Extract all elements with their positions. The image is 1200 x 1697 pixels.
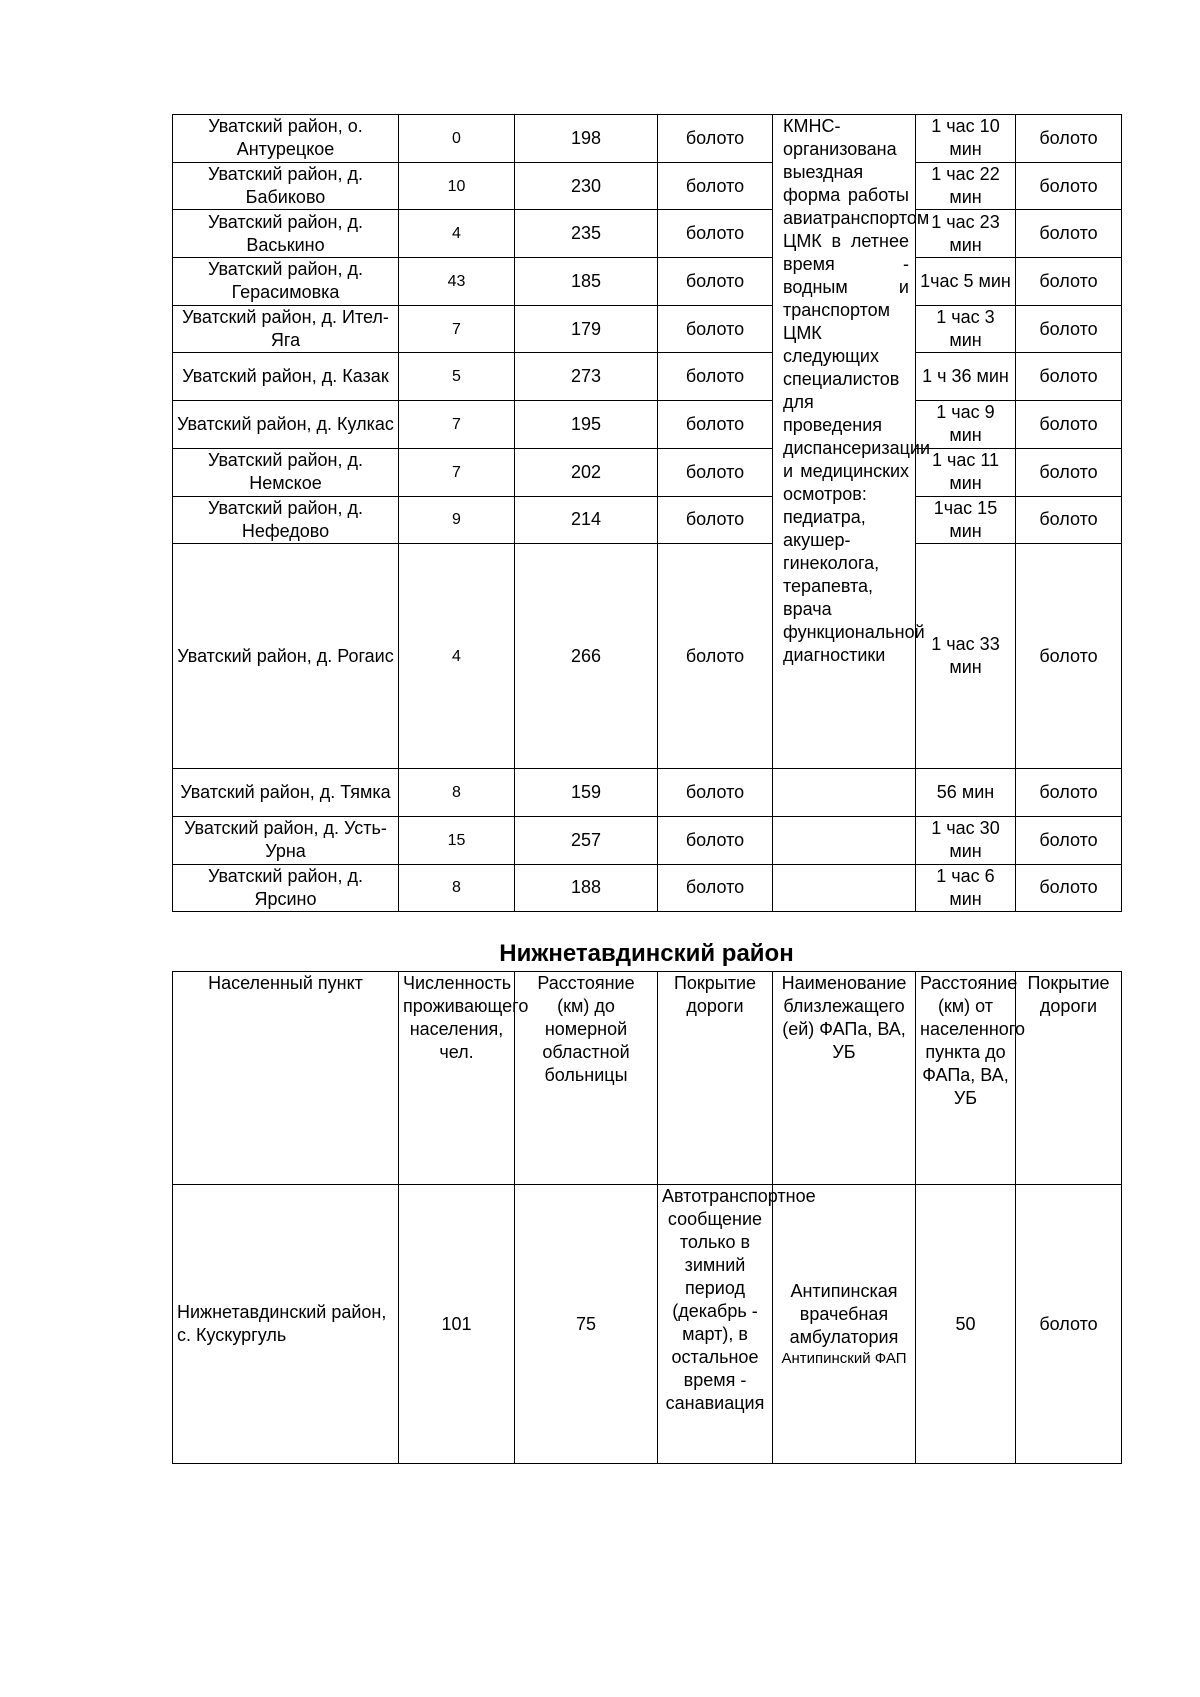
cell-population: 0	[399, 115, 515, 163]
table-row	[173, 258, 1122, 306]
cell-place: Уватский район, д. Немское	[173, 448, 399, 496]
cell-population: 4	[399, 210, 515, 258]
header-facility: Наименование близлежащего (ей) ФАПа, ВА, УБ	[773, 972, 916, 1185]
table-row	[173, 401, 1122, 449]
cell-road2: болото	[1016, 401, 1122, 449]
cell-place: Уватский район, д. Нефедово	[173, 496, 399, 544]
cell-place: Уватский район, д. Рогаис	[173, 544, 399, 769]
cell-road: болото	[658, 448, 773, 496]
cell-road2: болото	[1016, 544, 1122, 769]
cell-road: болото	[658, 496, 773, 544]
facility-main: Антипинская врачебная амбулатория	[789, 1280, 899, 1347]
facility-sub: Антипинский ФАП	[781, 1349, 907, 1367]
header-road2: Покрытие дороги	[1016, 972, 1122, 1185]
cell-distance: 179	[515, 305, 658, 353]
cell-time: 1 час 23 мин	[916, 210, 1016, 258]
cell-road2: болото	[1016, 448, 1122, 496]
table-row	[173, 1185, 1122, 1464]
header-facility-distance: Расстояние (км) от населенного пункта до ФАПа, ВА, УБ	[916, 972, 1016, 1185]
table-row	[173, 210, 1122, 258]
cell-road: болото	[658, 353, 773, 401]
cell-distance: 75	[515, 1185, 658, 1464]
cell-population: 43	[399, 258, 515, 306]
cell-road2: болото	[1016, 162, 1122, 210]
cell-place: Уватский район, о. Антурецкое	[173, 115, 399, 163]
table-row	[173, 162, 1122, 210]
table-row	[173, 769, 1122, 817]
cell-time: 1 час 3 мин	[916, 305, 1016, 353]
table-row	[173, 496, 1122, 544]
cell-place: Уватский район, д. Казак	[173, 353, 399, 401]
section-heading: Нижнетавдинский район	[499, 940, 794, 967]
header-population: Численность проживающего населения, чел.	[399, 972, 515, 1185]
cell-road: болото	[658, 769, 773, 817]
table-row	[173, 115, 1122, 163]
cell-distance: 273	[515, 353, 658, 401]
cell-time: 1 час 30 мин	[916, 816, 1016, 864]
cell-population: 8	[399, 769, 515, 817]
cell-time: 1 час 6 мин	[916, 864, 1016, 912]
cell-road: болото	[658, 544, 773, 769]
cell-population: 4	[399, 544, 515, 769]
cell-time: 1час 5 мин	[916, 258, 1016, 306]
cell-distance: 188	[515, 864, 658, 912]
cell-empty	[773, 864, 916, 912]
cell-place: Уватский район, д. Ярсино	[173, 864, 399, 912]
table-row	[173, 864, 1122, 912]
cell-distance: 230	[515, 162, 658, 210]
cell-road2: болото	[1016, 816, 1122, 864]
cell-population: 9	[399, 496, 515, 544]
cell-road: болото	[658, 305, 773, 353]
header-place: Населенный пункт	[173, 972, 399, 1185]
cell-population: 7	[399, 448, 515, 496]
table-row	[173, 544, 1122, 769]
cell-road: Автотранспортное сообщение только в зимний период (декабрь - март), в остальное время - санавиация	[658, 1185, 773, 1464]
cell-road2: болото	[1016, 353, 1122, 401]
nizhnetavdinsky-table	[172, 971, 1122, 1464]
cell-merged-note: КМНС- организована выездная форма работы авиатранспортом ЦМК в летнее время - водным и транспортом ЦМК следующих специалистов для проведения диспансеризации и медицинских осмотров: педиатра, акушер-гинеколога, терапевта, врача функциональной диагностики	[773, 115, 916, 769]
cell-facility-distance: 50	[916, 1185, 1016, 1464]
table-row	[173, 353, 1122, 401]
cell-time: 1 час 33 мин	[916, 544, 1016, 769]
cell-distance: 198	[515, 115, 658, 163]
cell-population: 10	[399, 162, 515, 210]
table-row	[173, 448, 1122, 496]
header-distance: Расстояние (км) до номерной областной больницы	[515, 972, 658, 1185]
cell-distance: 214	[515, 496, 658, 544]
cell-place: Уватский район, д. Тямка	[173, 769, 399, 817]
cell-place: Уватский район, д. Герасимовка	[173, 258, 399, 306]
cell-distance: 257	[515, 816, 658, 864]
cell-road: болото	[658, 816, 773, 864]
cell-road: болото	[658, 864, 773, 912]
cell-population: 101	[399, 1185, 515, 1464]
cell-distance: 195	[515, 401, 658, 449]
cell-time: 1 час 22 мин	[916, 162, 1016, 210]
cell-road2: болото	[1016, 210, 1122, 258]
cell-facility	[773, 1185, 916, 1464]
cell-road2: болото	[1016, 864, 1122, 912]
cell-distance: 202	[515, 448, 658, 496]
cell-road: болото	[658, 210, 773, 258]
cell-time: 1 час 9 мин	[916, 401, 1016, 449]
cell-distance: 185	[515, 258, 658, 306]
cell-place: Уватский район, д. Васькино	[173, 210, 399, 258]
cell-time: 56 мин	[916, 769, 1016, 817]
table-row	[173, 305, 1122, 353]
table-row	[173, 816, 1122, 864]
cell-road2: болото	[1016, 115, 1122, 163]
cell-population: 7	[399, 305, 515, 353]
cell-road2: болото	[1016, 1185, 1122, 1464]
cell-time: 1 ч 36 мин	[916, 353, 1016, 401]
cell-empty	[773, 769, 916, 817]
cell-road: болото	[658, 258, 773, 306]
cell-road: болото	[658, 162, 773, 210]
cell-population: 7	[399, 401, 515, 449]
cell-distance: 266	[515, 544, 658, 769]
cell-time: 1 час 11 мин	[916, 448, 1016, 496]
cell-road2: болото	[1016, 496, 1122, 544]
cell-place: Уватский район, д. Усть-Урна	[173, 816, 399, 864]
cell-distance: 235	[515, 210, 658, 258]
cell-road: болото	[658, 115, 773, 163]
cell-population: 5	[399, 353, 515, 401]
cell-road2: болото	[1016, 769, 1122, 817]
cell-time: 1 час 10 мин	[916, 115, 1016, 163]
settlements-table	[172, 114, 1122, 912]
cell-road2: болото	[1016, 258, 1122, 306]
cell-time: 1час 15 мин	[916, 496, 1016, 544]
cell-place: Уватский район, д. Кулкас	[173, 401, 399, 449]
cell-place: Уватский район, д. Бабиково	[173, 162, 399, 210]
cell-place: Нижнетавдинский район, с. Кускургуль	[173, 1185, 399, 1464]
cell-road2: болото	[1016, 305, 1122, 353]
cell-place: Уватский район, д. Ител-Яга	[173, 305, 399, 353]
cell-population: 8	[399, 864, 515, 912]
cell-road: болото	[658, 401, 773, 449]
header-road: Покрытие дороги	[658, 972, 773, 1185]
table-header-row	[173, 972, 1122, 1185]
cell-population: 15	[399, 816, 515, 864]
cell-empty	[773, 816, 916, 864]
cell-distance: 159	[515, 769, 658, 817]
